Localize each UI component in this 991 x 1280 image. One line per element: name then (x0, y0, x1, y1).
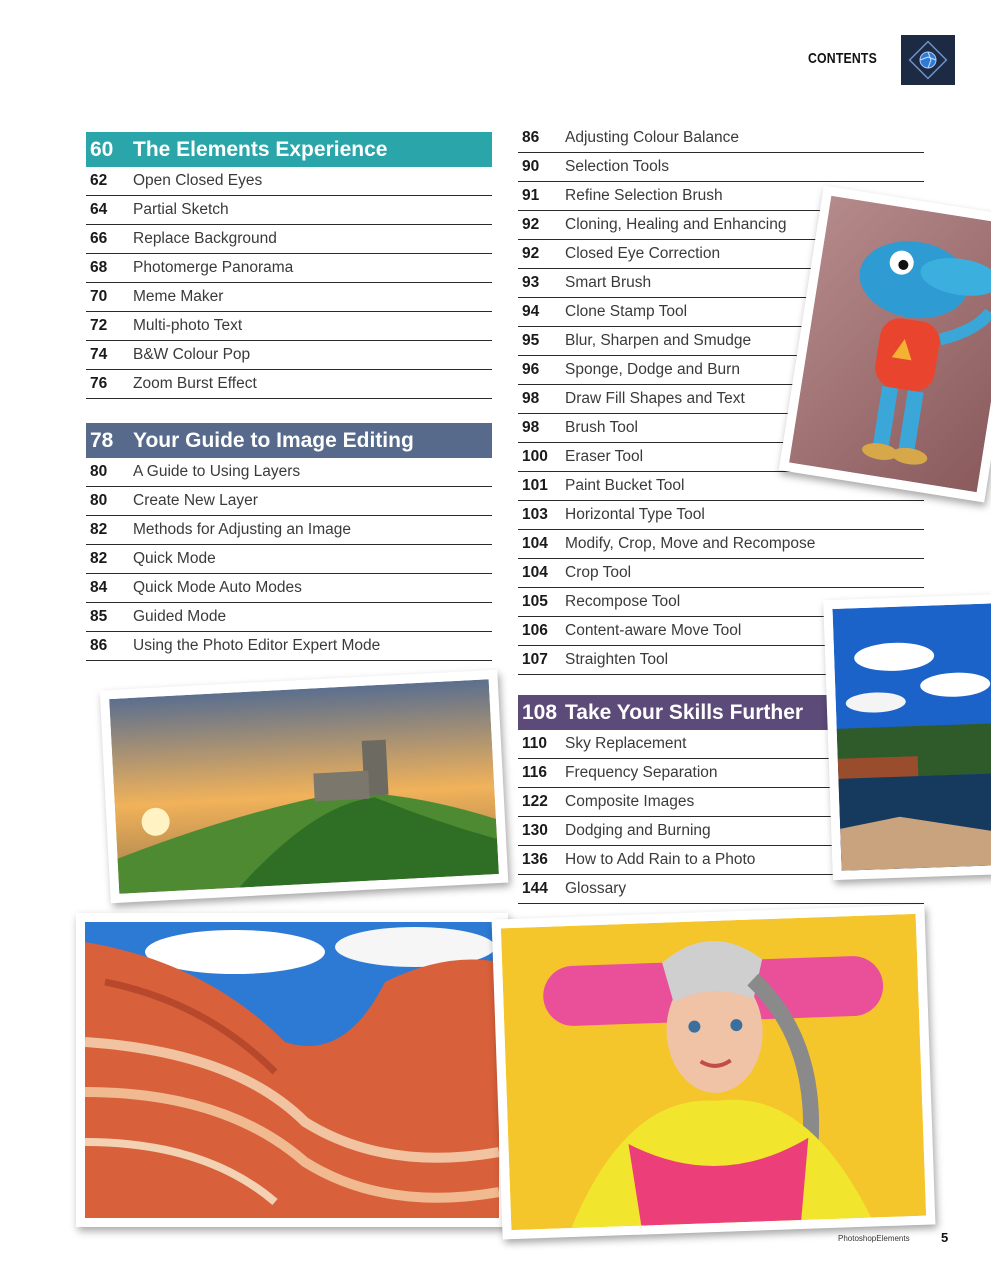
list-item[interactable]: 85 Guided Mode (86, 603, 492, 632)
list-item[interactable]: 122 Composite Images (518, 788, 924, 817)
list-item[interactable]: 76 Zoom Burst Effect (86, 370, 492, 399)
photoshop-elements-logo (901, 35, 955, 85)
list-item[interactable]: 136 How to Add Rain to a Photo (518, 846, 924, 875)
dinosaur-illustration (789, 196, 991, 492)
section-header-image-editing[interactable]: 78 Your Guide to Image Editing (86, 423, 492, 458)
list-item[interactable]: 72 Multi-photo Text (86, 312, 492, 341)
aperture-icon (901, 35, 955, 85)
photo-woman-skateboard (492, 905, 936, 1240)
list-item[interactable]: 100 Eraser Tool (518, 443, 924, 472)
list-item[interactable]: 144 Glossary (518, 875, 924, 904)
list-item[interactable]: 98 Brush Tool (518, 414, 924, 443)
list-item[interactable]: 93 Smart Brush (518, 269, 924, 298)
photo-castle (100, 670, 509, 904)
page-number: 5 (941, 1230, 949, 1245)
footer-brand: PhotoshopElements (838, 1234, 910, 1243)
castle-landscape-image (109, 679, 499, 894)
list-item[interactable]: 106 Content-aware Move Tool (518, 617, 924, 646)
list-item[interactable]: 96 Sponge, Dodge and Burn (518, 356, 924, 385)
list-item[interactable]: 107 Straighten Tool (518, 646, 924, 675)
list-item[interactable]: 66 Replace Background (86, 225, 492, 254)
list-item[interactable]: 62 Open Closed Eyes (86, 167, 492, 196)
photo-sandstone (76, 913, 508, 1227)
coastline-image (832, 603, 991, 871)
list-item[interactable]: 82 Quick Mode (86, 545, 492, 574)
list-item[interactable]: 86 Using the Photo Editor Expert Mode (86, 632, 492, 661)
list-item[interactable]: 105 Recompose Tool (518, 588, 924, 617)
list-item[interactable]: 116 Frequency Separation (518, 759, 924, 788)
left-contents-column (86, 132, 492, 661)
list-item[interactable]: 70 Meme Maker (86, 283, 492, 312)
list-item[interactable]: 64 Partial Sketch (86, 196, 492, 225)
list-item[interactable]: 103 Horizontal Type Tool (518, 501, 924, 530)
list-item[interactable]: 130 Dodging and Burning (518, 817, 924, 846)
list-item[interactable]: 101 Paint Bucket Tool (518, 472, 924, 501)
list-item[interactable]: 74 B&W Colour Pop (86, 341, 492, 370)
list-item[interactable]: 98 Draw Fill Shapes and Text (518, 385, 924, 414)
sandstone-wave-image (85, 922, 499, 1218)
list-item[interactable]: 80 Create New Layer (86, 487, 492, 516)
photo-coastline (823, 594, 991, 880)
list-item[interactable]: 92 Closed Eye Correction (518, 240, 924, 269)
list-item[interactable]: 104 Crop Tool (518, 559, 924, 588)
list-item[interactable]: 91 Refine Selection Brush (518, 182, 924, 211)
list-item[interactable]: 68 Photomerge Panorama (86, 254, 492, 283)
section-header-skills-further[interactable]: 108 Take Your Skills Further (518, 695, 924, 730)
list-item[interactable]: 104 Modify, Crop, Move and Recompose (518, 530, 924, 559)
list-item[interactable]: 84 Quick Mode Auto Modes (86, 574, 492, 603)
contents-label: CONTENTS (808, 50, 877, 67)
list-item[interactable]: 92 Cloning, Healing and Enhancing (518, 211, 924, 240)
list-item[interactable]: 90 Selection Tools (518, 153, 924, 182)
list-item[interactable]: 110 Sky Replacement (518, 730, 924, 759)
list-item[interactable]: 94 Clone Stamp Tool (518, 298, 924, 327)
list-item[interactable]: 80 A Guide to Using Layers (86, 458, 492, 487)
list-item[interactable]: 82 Methods for Adjusting an Image (86, 516, 492, 545)
woman-portrait-image (501, 914, 926, 1230)
list-item[interactable]: 86 Adjusting Colour Balance (518, 124, 924, 153)
list-item[interactable]: 95 Blur, Sharpen and Smudge (518, 327, 924, 356)
section-header-elements-experience[interactable]: 60 The Elements Experience (86, 132, 492, 167)
